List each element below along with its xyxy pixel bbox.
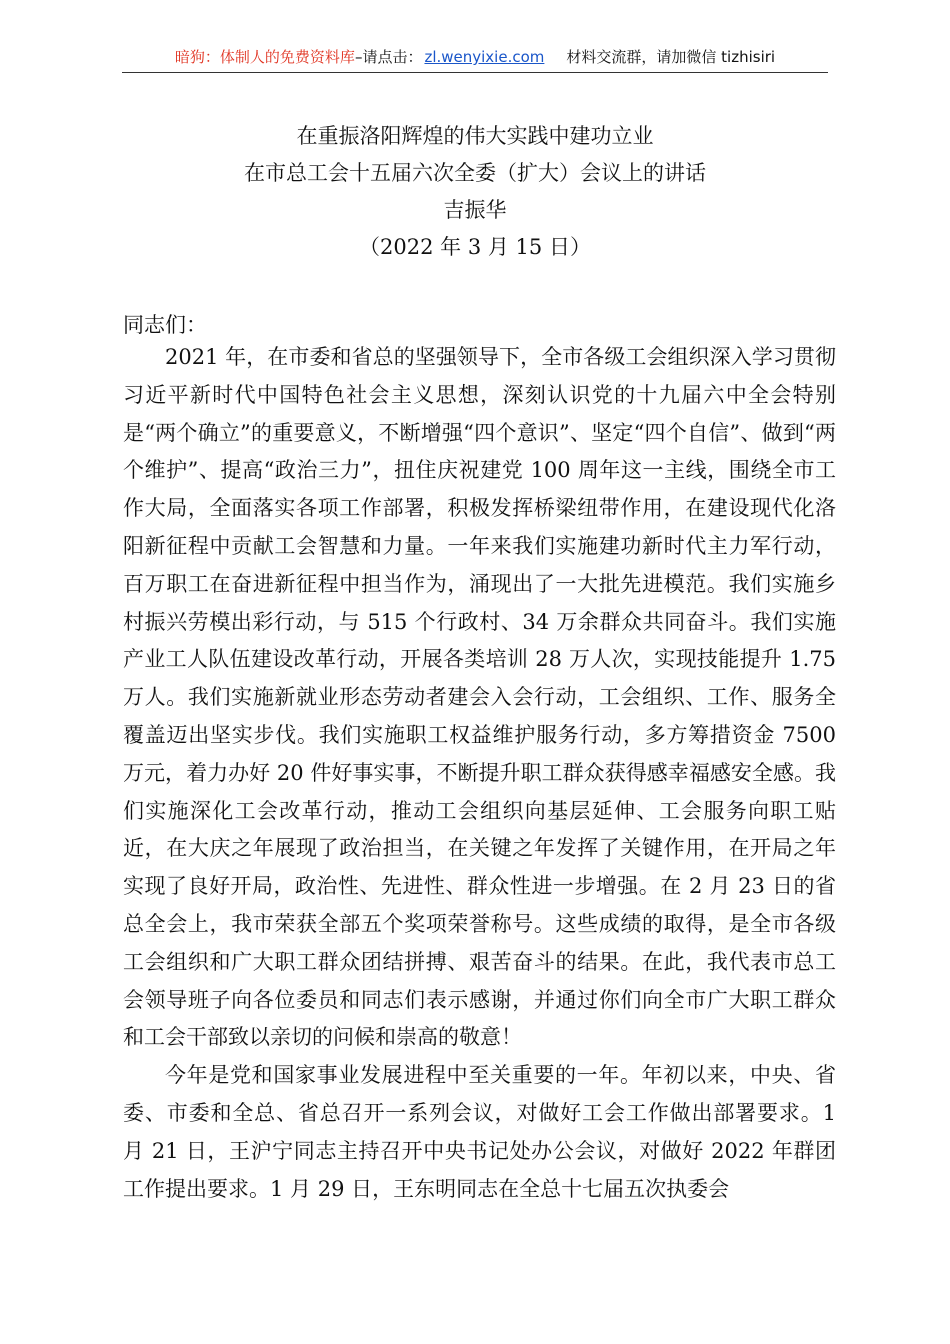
header-brand: 暗狗：体制人的免费资料库: [174, 48, 355, 66]
header-prompt: –请点击：: [354, 48, 423, 66]
document-author: 吉振华: [443, 198, 507, 222]
paragraph: 今年是党和国家事业发展进程中至关重要的一年。年初以来，中央、省委、市委和全总、省总召开一系列会议，对做好工会工作做出部署要求。1 月 21 日，王沪宁同志主持召开中央书记处办公会议，对做好 2022 年群团工作提出要求。1 月 29 日，王东明同志在全总十七届五次执委会: [123, 1063, 836, 1201]
document-title: 在重振洛阳辉煌的伟大实践中建功立业: [296, 124, 654, 148]
page-header: [122, 44, 828, 73]
paragraph: 2021 年，在市委和省总的坚强领导下，全市各级工会组织深入学习贯彻习近平新时代中国特色社会主义思想，深刻认识党的十九届六中全会特别是“两个确立”的重要意义，不断增强“四个意识”、坚定“四个自信”、做到“两个维护”、提高“政治三力”，扭住庆祝建党 100 周年这一主线，围绕全市工作大局，全面落实各项工作部署，积极发挥桥梁纽带作用，在建设现代化洛阳新征程中贡献工会智慧和力量。一年来我们实施建功新时代主力军行动，百万职工在奋进新征程中担当作为，涌现出了一大批先进模范。我们实施乡村振兴劳模出彩行动，与 515 个行政村、34 万余群众共同奋斗。我们实施产业工人队伍建设改革行动，开展各类培训 28 万人次，实现技能提升 1.75 万人。我们实施新就业形态劳动者建会入会行动，工会组织、工作、服务全覆盖迈出坚实步伐。我们实施职工权益维护服务行动，多方筹措资金 7500 万元，着力办好 20 件好事实事，不断提升职工群众获得感幸福感安全感。我们实施深化工会改革行动，推动工会组织向基层延伸、工会服务向职工贴近，在大庆之年展现了政治担当，在关键之年发挥了关键作用，在开局之年实现了良好开局，政治性、先进性、群众性进一步增强。在 2 月 23 日的省总全会上，我市荣获全部五个奖项荣誉称号。这些成绩的取得，是全市各级工会组织和广大职工群众团结拼搏、艰苦奋斗的结果。在此，我代表市总工会领导班子向各位委员和同志们表示感谢，并通过你们向全市广大职工群众和工会干部致以亲切的问候和崇高的敬意！: [123, 345, 836, 1050]
salutation: 同志们：: [123, 313, 207, 337]
document-date: （2022 年 3 月 15 日）: [359, 235, 591, 259]
body-text: [123, 339, 836, 1208]
header-link[interactable]: zl.wenyixie.com: [424, 48, 545, 66]
header-contact: 材料交流群，请加微信 tizhisiri: [566, 48, 776, 66]
document-subtitle: 在市总工会十五届六次全委（扩大）会议上的讲话: [244, 161, 706, 185]
title-block: [0, 118, 950, 266]
